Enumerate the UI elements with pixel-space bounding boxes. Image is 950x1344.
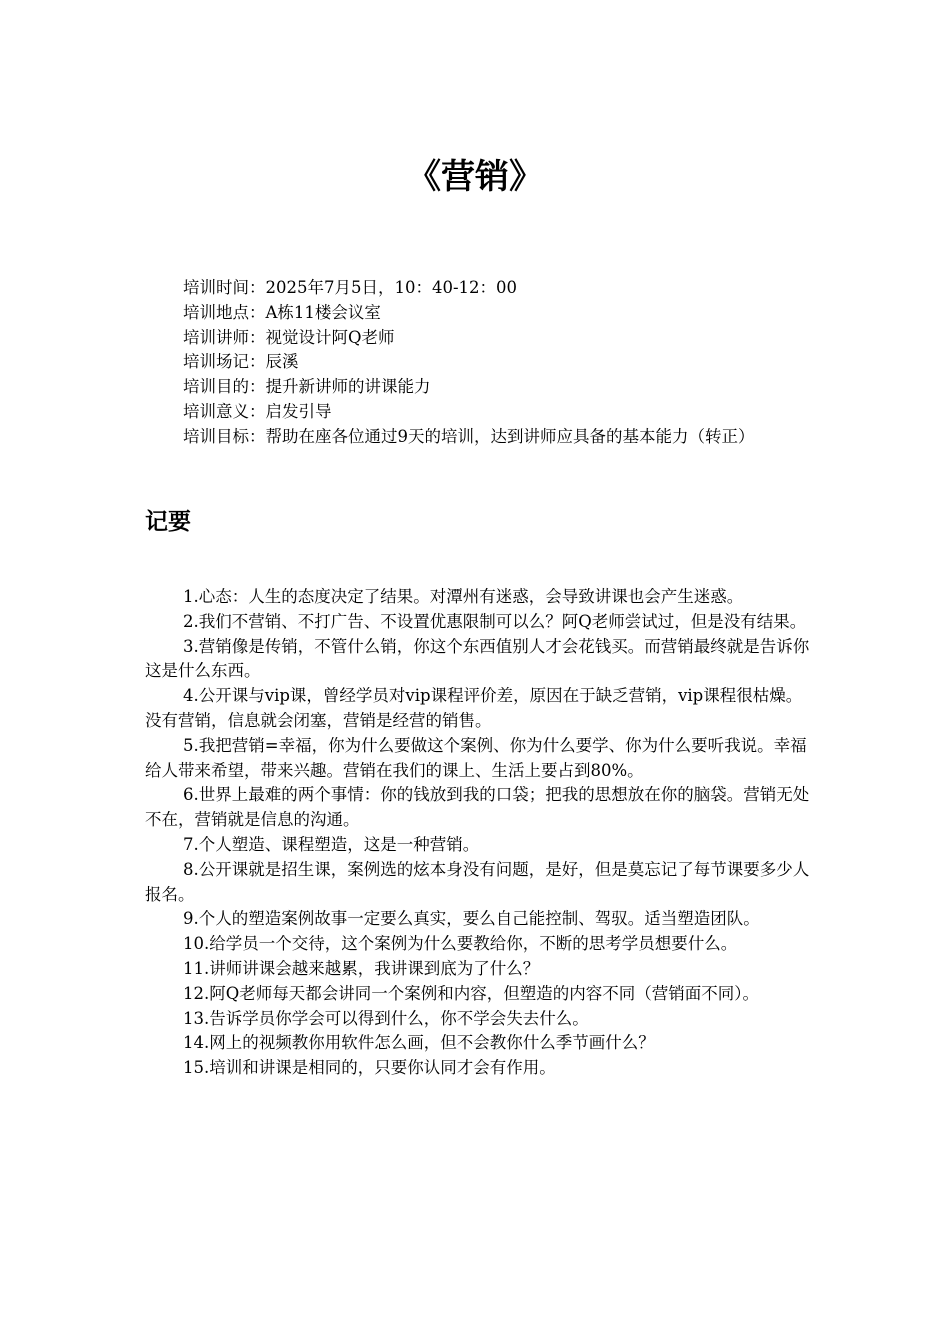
note-item: 15.培训和讲课是相同的，只要你认同才会有作用。: [183, 1058, 556, 1078]
info-purpose: 培训目的：提升新讲师的讲课能力: [183, 377, 431, 397]
note-item: 1.心态：人生的态度决定了结果。对潭州有迷惑，会导致讲课也会产生迷惑。: [183, 587, 744, 606]
info-location: 培训地点：A栋11楼会议室: [183, 302, 381, 322]
note-item: 9.个人的塑造案例故事一定要么真实，要么自己能控制、驾驭。适当塑造团队。: [183, 909, 760, 929]
note-item: 5.我把营销=幸福，你为什么要做这个案例、你为什么要学、你为什么要听我说。幸福给人带来希望，带来兴趣。营销在我们的课上、生活上要占到80%。: [145, 735, 807, 780]
note-item: 10.给学员一个交待，这个案例为什么要教给你，不断的思考学员想要什么。: [183, 934, 738, 954]
note-item: 11.讲师讲课会越来越累，我讲课到底为了什么？: [183, 958, 540, 978]
info-time: 培训时间：2025年7月5日，10：40-12：00: [183, 278, 518, 297]
info-recorder: 培训场记：辰溪: [183, 352, 299, 372]
note-item: 3.营销像是传销，不管什么销，你这个东西值别人才会花钱买。而营销最终就是告诉你这是什么东西。: [145, 636, 810, 681]
note-item: 7.个人塑造、课程塑造，这是一种营销。: [183, 834, 480, 854]
note-item: 13.告诉学员你学会可以得到什么，你不学会失去什么。: [183, 1008, 589, 1028]
info-goal: 培训目标：帮助在座各位通过9天的培训，达到讲师应具备的基本能力（转正）: [183, 426, 755, 446]
note-item: 6.世界上最难的两个事情：你的钱放到我的口袋；把我的思想放在你的脑袋。营销无处不在，营销就是信息的沟通。: [145, 785, 810, 830]
note-item: 12.阿Q老师每天都会讲同一个案例和内容，但塑造的内容不同（营销面不同）。: [183, 983, 760, 1003]
note-item: 8.公开课就是招生课，案例选的炫本身没有问题，是好，但是莫忘记了每节课要多少人报名。: [145, 859, 810, 904]
section-heading: 记要: [145, 509, 191, 535]
notes-list: [145, 585, 810, 1081]
document-title: 《营销》: [407, 157, 543, 197]
info-lecturer: 培训讲师：视觉设计阿Q老师: [183, 327, 395, 347]
training-info: [145, 276, 810, 450]
note-item: 14.网上的视频教你用软件怎么画，但不会教你什么季节画什么？: [183, 1033, 655, 1053]
note-item: 2.我们不营销、不打广告、不设置优惠限制可以么？阿Q老师尝试过，但是没有结果。: [183, 611, 807, 631]
info-significance: 培训意义：启发引导: [183, 401, 332, 421]
note-item: 4.公开课与vip课，曾经学员对vip课程评价差，原因在于缺乏营销，vip课程很枯燥。没有营销，信息就会闭塞，营销是经营的销售。: [145, 686, 803, 730]
